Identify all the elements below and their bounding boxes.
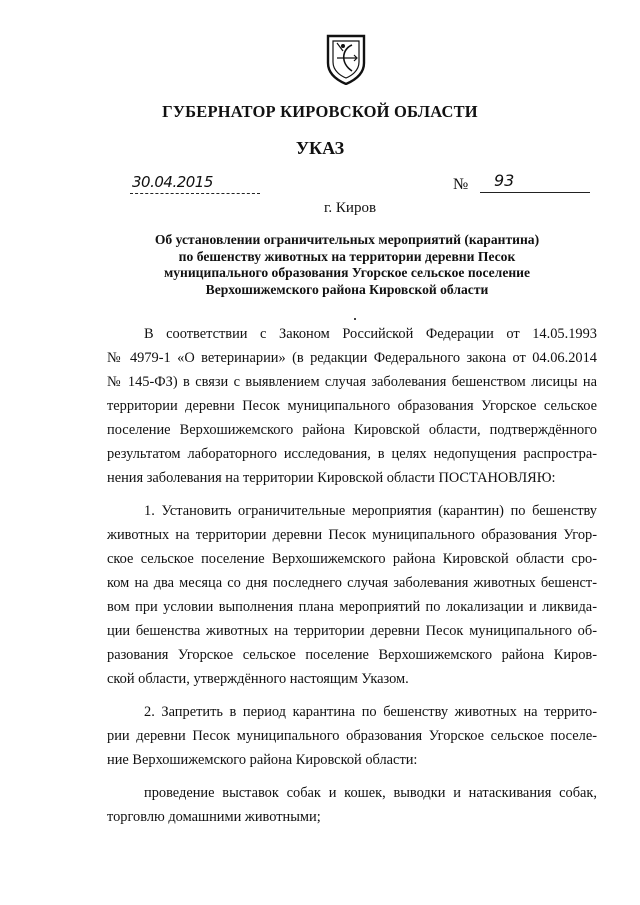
body-line: В соответствии с Законом Российской Федерации от 14.05.1993	[144, 326, 597, 342]
title-line: Верхошижемского района Кировской области	[205, 281, 489, 297]
number-label: №	[453, 176, 469, 193]
title-line: муниципального образования Угорское сельское поселение	[163, 265, 531, 280]
body-line: ком на два месяца со дня последнего случая заболевания животных бешенст-	[107, 575, 597, 591]
body-line: животных на территории деревни Песок муниципального образования Угор-	[107, 527, 597, 543]
date-value: 30.04.2015	[132, 173, 213, 191]
body-line: результатом лабораторного исследования, в целях недопущения распростра-	[107, 446, 597, 462]
scan-speck	[354, 318, 356, 320]
body-line: нения заболевания на территории Кировской области ПОСТАНОВЛЯЮ:	[107, 470, 556, 486]
body-line: разования Угорское сельское поселение Верхошижемского района Киров-	[107, 647, 597, 663]
body-line: вом при условии выполнения плана мероприятий по локализации и ликвида-	[107, 599, 597, 615]
body-line: поселение Верхошижемского района Кировской области, подтверждённого	[107, 422, 597, 438]
number-value: 93	[494, 171, 515, 190]
number-field	[480, 171, 590, 193]
body-line: ской области, утверждённого настоящим Указом.	[107, 671, 409, 687]
body-line: проведение выставок собак и кошек, выводки и натаскивания собак,	[144, 785, 597, 801]
coat-of-arms-icon	[325, 33, 367, 85]
body-line: ское сельское поселение Верхошижемского района Кировской области сро-	[107, 551, 597, 567]
body-line: ции бешенства животных на территории деревни Песок муниципального об-	[107, 623, 597, 639]
body-line: торговлю домашними животными;	[107, 809, 321, 825]
issuer-title: ГУБЕРНАТОР КИРОВСКОЙ ОБЛАСТИ	[162, 102, 478, 121]
decree-title	[112, 232, 582, 298]
body-line: 1. Установить ограничительные мероприятия (карантин) по бешенству	[144, 503, 597, 519]
document-type: УКАЗ	[295, 138, 345, 158]
city: г. Киров	[323, 200, 377, 216]
body-line: № 145-ФЗ) в связи с выявлением случая заболевания бешенством лисицы на	[107, 374, 597, 390]
body-line: рии деревни Песок муниципального образования Угорское сельское поселе-	[107, 728, 597, 744]
body-line: территории деревни Песок муниципального образования Угорское сельское	[107, 398, 597, 414]
body-line: № 4979-1 «О ветеринарии» (в редакции Федерального закона от 04.06.2014	[107, 350, 597, 366]
title-line: Об установлении ограничительных мероприятий (карантина)	[154, 232, 540, 247]
body-line: ние Верхошижемского района Кировской области:	[107, 752, 418, 768]
decree-body	[107, 322, 597, 829]
title-line: по бешенству животных на территории деревни Песок	[178, 248, 516, 264]
body-line: 2. Запретить в период карантина по бешенству животных на террито-	[144, 704, 597, 720]
date-field	[130, 173, 260, 194]
